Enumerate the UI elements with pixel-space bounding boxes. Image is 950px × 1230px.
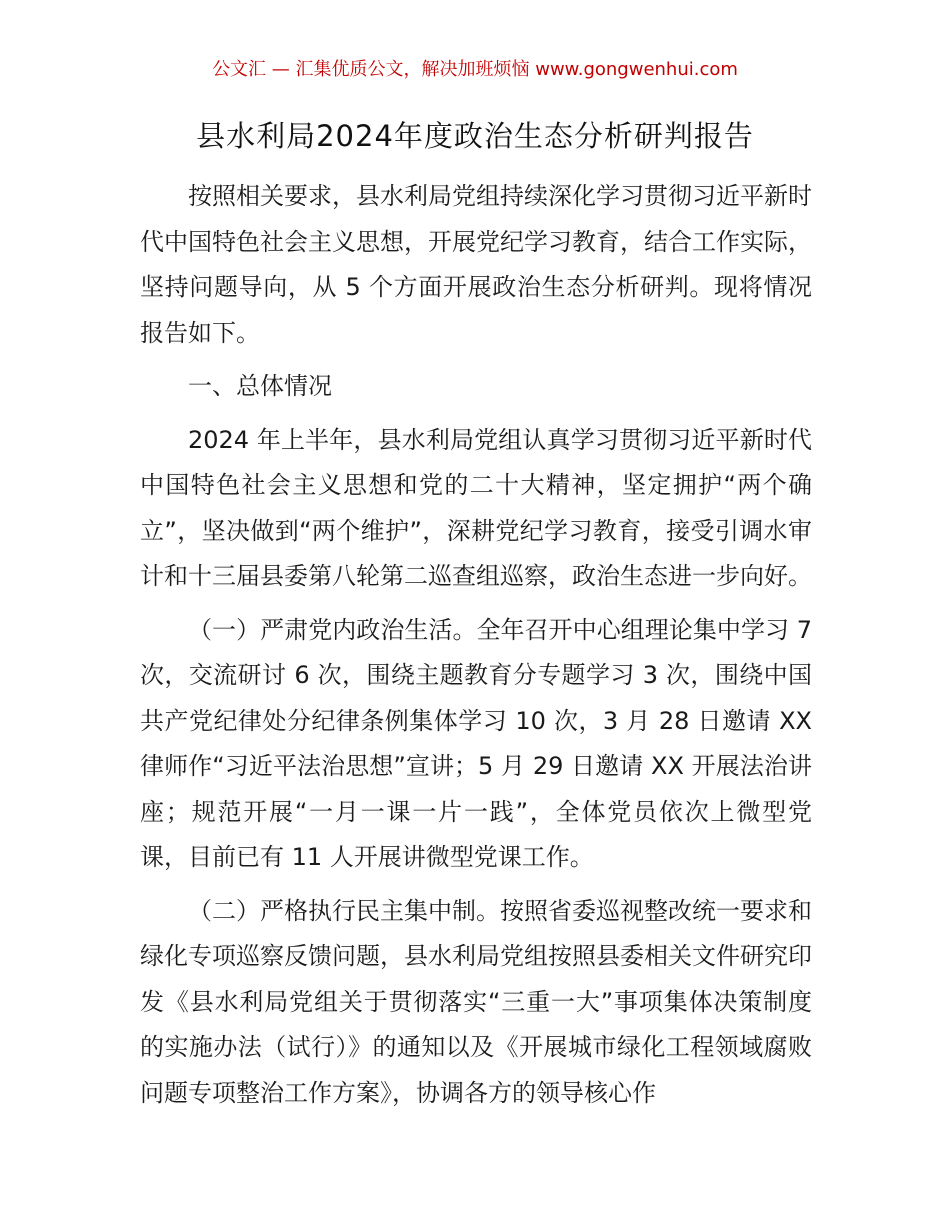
paragraph-political-life: （一）严肃党内政治生活。全年召开中心组理论集中学习 7 次，交流研讨 6 次，围绕主题教育分专题学习 3 次，围绕中国共产党纪律处分纪律条例集体学习 10 次，3 月 28 日邀请 XX 律师作“习近平法治思想”宣讲；5 月 29 日邀请 XX 开展法治讲座；规范开展“一月一课一片一践”，全体党员依次上微型党课，目前已有 11 人开展讲微型党课工作。 [140,615,812,871]
document-title: 县水利局2024年度政治生态分析研判报告 [196,119,754,153]
paragraph-democratic-centralism: （二）严格执行民主集中制。按照省委巡视整改统一要求和绿化专项巡察反馈问题，县水利局党组按照县委相关文件研究印发《县水利局党组关于贯彻落实“三重一大”事项集体决策制度的实施办法（试行）》的通知以及《开展城市绿化工程领域腐败问题专项整治工作方案》，协调各方的领导核心作 [140,896,812,1107]
header-watermark: 公文汇 — 汇集优质公文，解决加班烦恼 www.gongwenhui.com [212,59,738,80]
paragraph-overall: 2024 年上半年，县水利局党组认真学习贯彻习近平新时代中国特色社会主义思想和党的二十大精神，坚定拥护“两个确立”，坚决做到“两个维护”，深耕党纪学习教育，接受引调水审计和十三届县委第八轮第二巡查组巡察，政治生态进一步向好。 [140,425,812,590]
document-body [140,174,812,1124]
paragraph-intro: 按照相关要求，县水利局党组持续深化学习贯彻习近平新时代中国特色社会主义思想，开展党纪学习教育，结合工作实际，坚持问题导向，从 5 个方面开展政治生态分析研判。现将情况报告如下。 [140,182,812,347]
section-heading-overall: 一、总体情况 [188,372,332,400]
